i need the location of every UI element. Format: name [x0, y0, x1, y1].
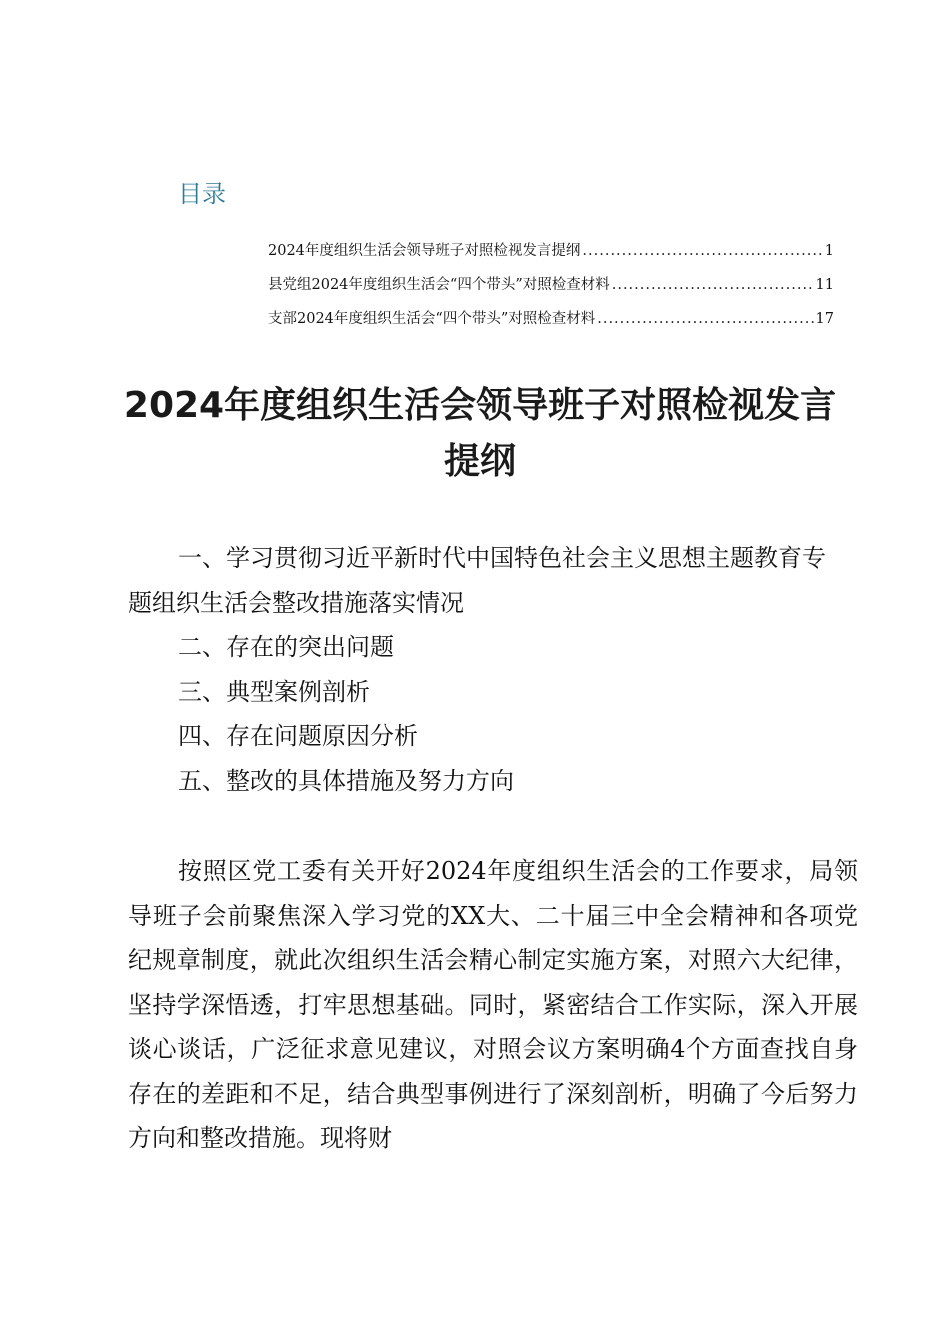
outline-item: 五、整改的具体措施及努力方向 [178, 766, 514, 795]
document-title: 2024年度组织生活会领导班子对照检视发言提纲 [123, 385, 837, 482]
toc-entry-page[interactable]: 11 [815, 277, 834, 293]
toc-entry[interactable] [268, 302, 834, 336]
outline-item: 四、存在问题原因分析 [178, 722, 418, 750]
toc-entry-title[interactable]: 2024年度组织生活会领导班子对照检视发言提纲 [268, 243, 581, 259]
outline-item: 二、存在的突出问题 [178, 633, 394, 661]
intro-paragraph: 按照区党工委有关开好2024年度组织生活会的工作要求，局领导班子会前聚焦深入学习党的XX大、二十届三中全会精神和各项党纪规章制度，就此次组织生活会精心制定实施方案，对照六大纪律，坚持学深悟透，打牢思想基础。同时，紧密结合工作实际，深入开展谈心谈话，广泛征求意见建议，对照会议方案明确4个方面查找自身存在的差距和不足，结合典型事例进行了深刻剖析，明确了今后努力方向和整改措施。现将财 [128, 857, 858, 1152]
toc-entry[interactable] [268, 234, 834, 268]
toc-entry-page[interactable]: 17 [815, 311, 834, 327]
toc-entry[interactable] [268, 268, 834, 302]
toc-leader-dots [612, 268, 814, 302]
toc-list [268, 234, 834, 336]
toc-leader-dots [597, 302, 813, 336]
toc-entry-page[interactable]: 1 [824, 243, 834, 259]
toc-leader-dots [582, 234, 822, 268]
toc-entry-title[interactable]: 县党组2024年度组织生活会“四个带头”对照检查材料 [268, 277, 610, 293]
section-outline [128, 536, 838, 803]
outline-item: 一、学习贯彻习近平新时代中国特色社会主义思想主题教育专题组织生活会整改措施落实情况 [128, 544, 826, 617]
toc-entry-title[interactable]: 支部2024年度组织生活会“四个带头”对照检查材料 [268, 311, 596, 327]
toc-heading: 目录 [178, 180, 226, 208]
outline-item: 三、典型案例剖析 [178, 677, 370, 706]
